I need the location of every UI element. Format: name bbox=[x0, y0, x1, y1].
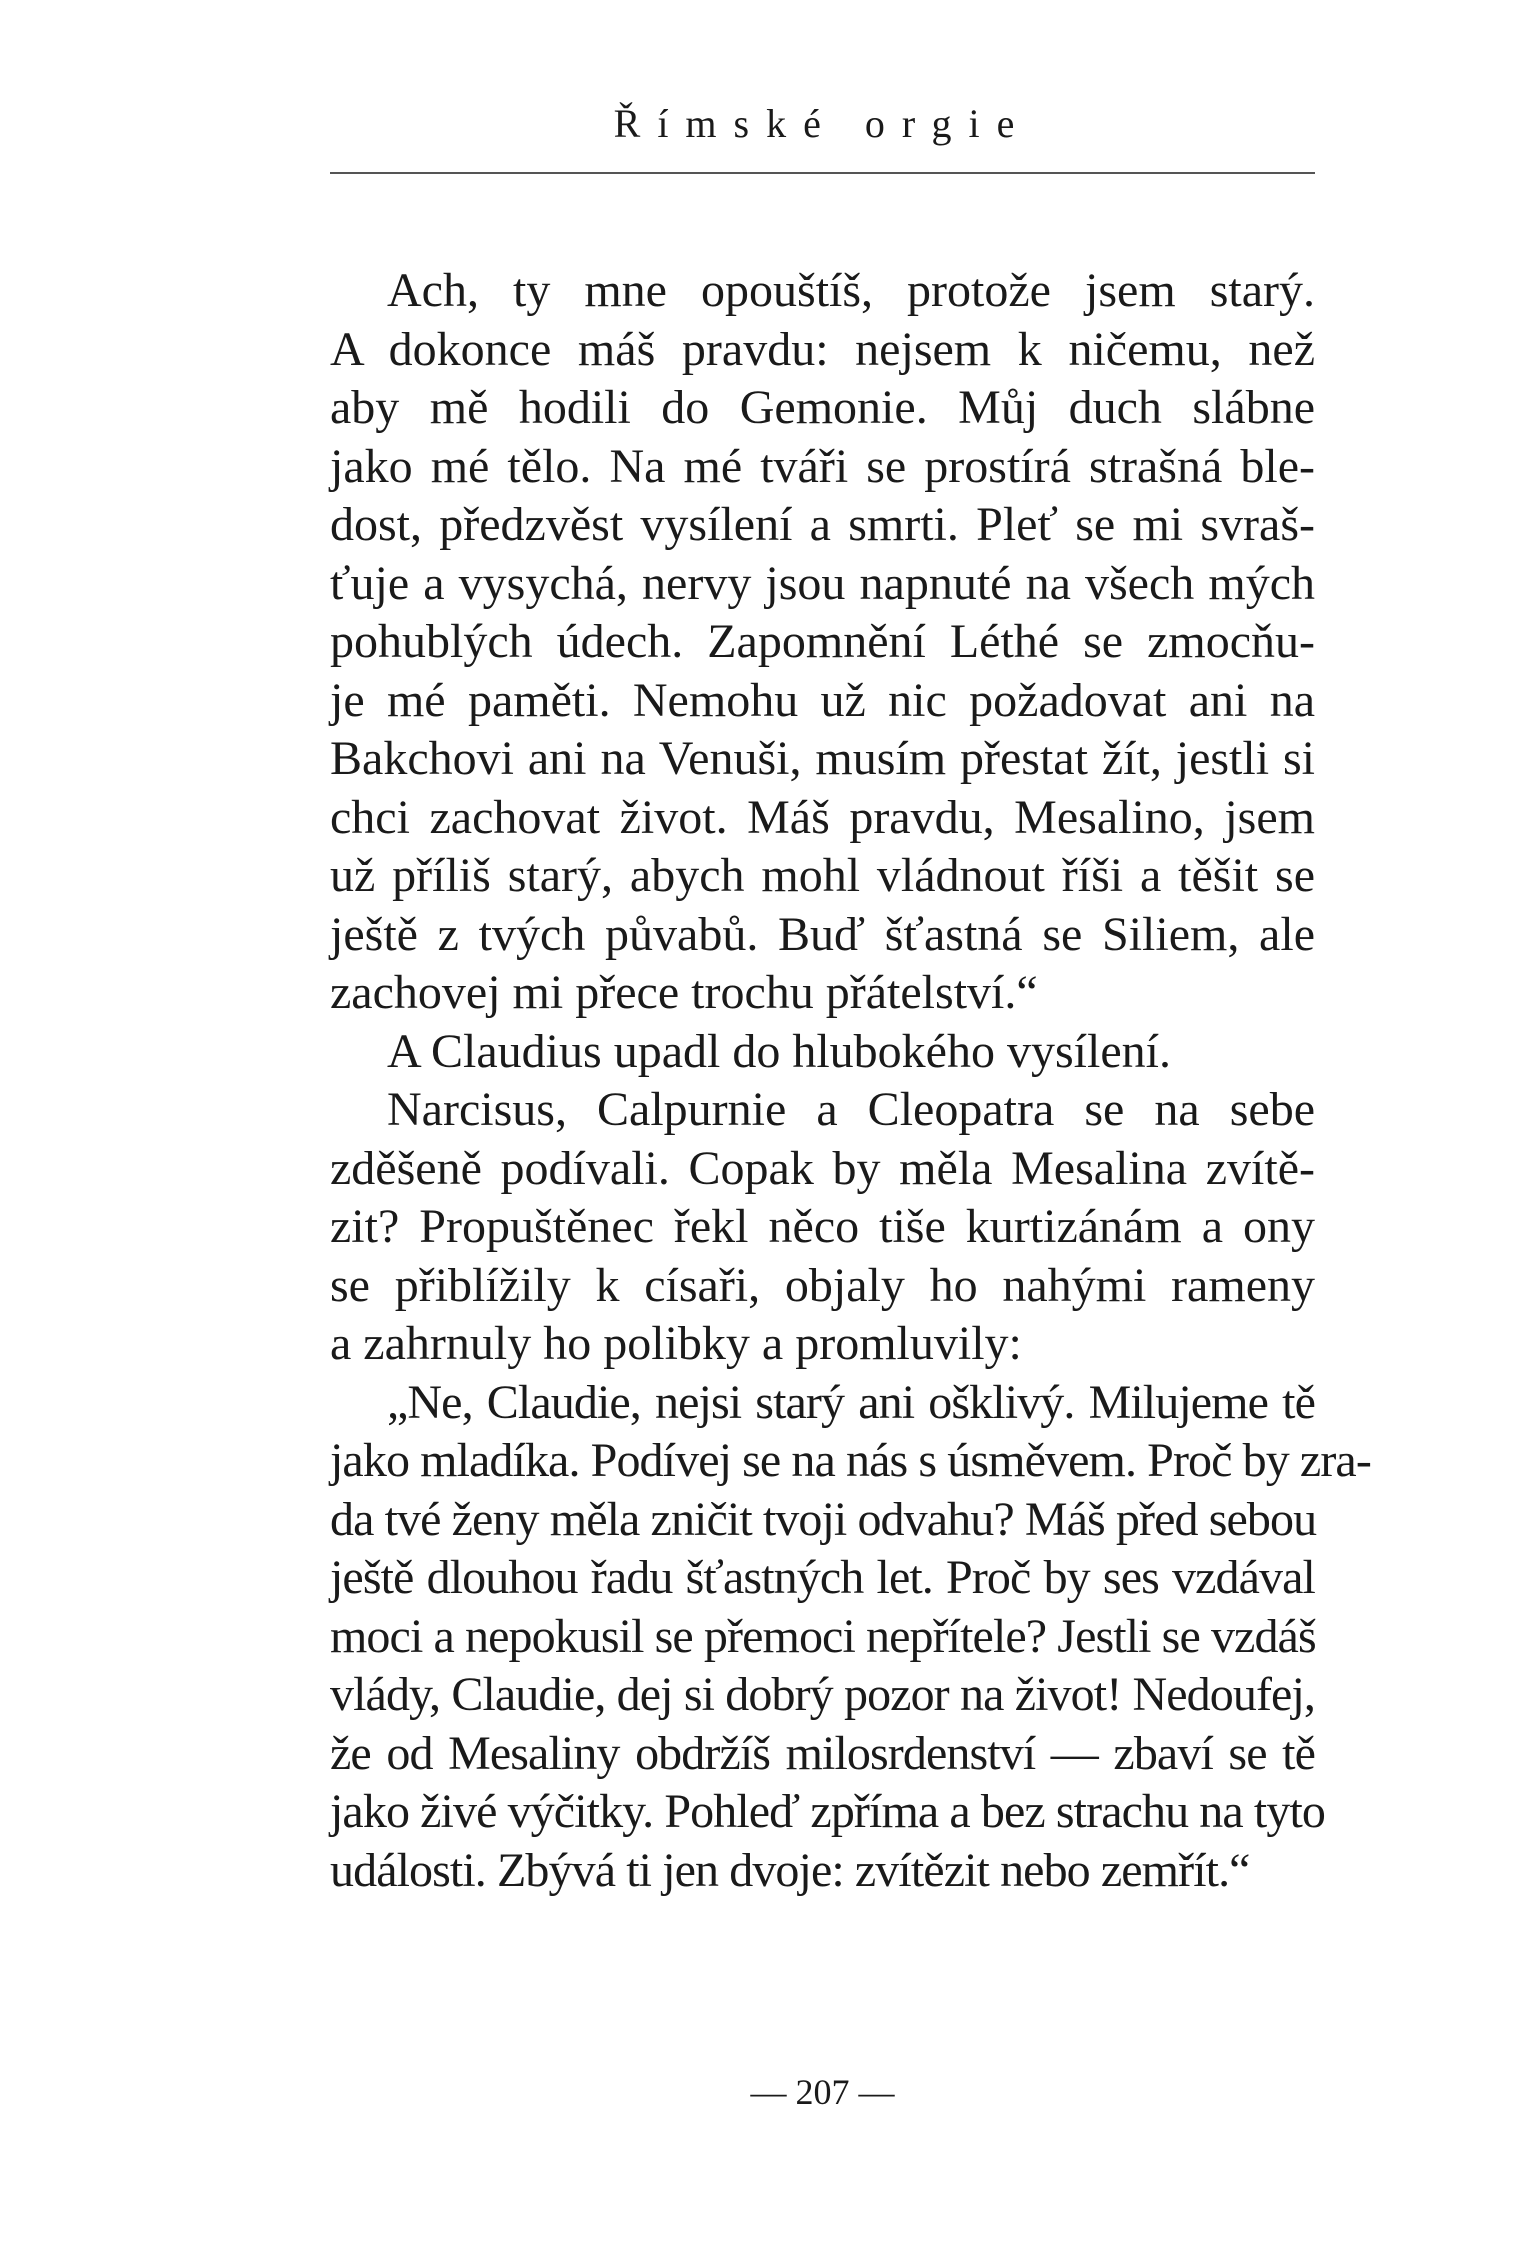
text-line: A Claudius upadl do hlubokého vysílení. bbox=[387, 1024, 1171, 1078]
text-line: „Ne, Claudie, nejsi starý ani ošklivý. Milujeme tě bbox=[387, 1375, 1315, 1429]
text-line: pohublých údech. Zapomnění Léthé se zmocňu- bbox=[330, 615, 1315, 668]
text-line: moci a nepokusil se přemoci nepřítele? Jestli se vzdáš bbox=[330, 1609, 1316, 1663]
text-line: dost, předzvěst vysílení a smrti. Pleť se mi svraš- bbox=[330, 498, 1315, 551]
text-line: že od Mesaliny obdržíš milosrdenství — zbaví se tě bbox=[330, 1726, 1315, 1780]
text-line: vlády, Claudie, dej si dobrý pozor na život! Nedoufej, bbox=[330, 1668, 1315, 1721]
running-title: Římské orgie bbox=[613, 101, 1032, 146]
text-line: zděšeně podívali. Copak by měla Mesalina zvítě- bbox=[330, 1141, 1315, 1195]
text-line: jako mladíka. Podívej se na nás s úsměvem. Proč by zra- bbox=[330, 1434, 1371, 1487]
text-line: zit? Propuštěnec řekl něco tiše kurtizánám a ony bbox=[330, 1200, 1315, 1253]
text-line: da tvé ženy měla zničit tvoji odvahu? Máš před sebou bbox=[330, 1492, 1317, 1546]
text-line: Bakchovi ani na Venuši, musím přestat žít, jestli si bbox=[330, 732, 1315, 785]
header-rule bbox=[330, 172, 1315, 174]
text-line: jako mé tělo. Na mé tváři se prostírá strašná ble- bbox=[330, 439, 1315, 493]
text-line: Ach, ty mne opouštíš, protože jsem starý. bbox=[387, 264, 1315, 317]
text-line: je mé paměti. Nemohu už nic požadovat ani na bbox=[330, 673, 1315, 727]
body-text bbox=[330, 262, 1371, 1900]
text-line: A dokonce máš pravdu: nejsem k ničemu, než bbox=[330, 322, 1315, 376]
text-line: chci zachovat život. Máš pravdu, Mesalino, jsem bbox=[330, 790, 1315, 844]
text-line: ještě z tvých půvabů. Buď šťastná se Siliem, ale bbox=[330, 907, 1315, 961]
page-number: — 207 — bbox=[750, 2072, 895, 2112]
text-line: zachovej mi přece trochu přátelství.“ bbox=[330, 966, 1038, 1019]
text-line: jako živé výčitky. Pohleď zpříma a bez strachu na tyto bbox=[330, 1785, 1325, 1838]
text-line: Narcisus, Calpurnie a Cleopatra se na sebe bbox=[387, 1083, 1315, 1136]
text-line: a zahrnuly ho polibky a promluvily: bbox=[330, 1317, 1022, 1370]
text-line: události. Zbývá ti jen dvoje: zvítězit nebo zemřít.“ bbox=[330, 1843, 1250, 1897]
text-line: už příliš starý, abych mohl vládnout říši a těšit se bbox=[330, 849, 1315, 902]
text-line: ťuje a vysychá, nervy jsou napnuté na všech mých bbox=[330, 556, 1315, 610]
text-line: ještě dlouhou řadu šťastných let. Proč by ses vzdával bbox=[330, 1551, 1315, 1604]
text-line: aby mě hodili do Gemonie. Můj duch slábne bbox=[330, 381, 1315, 434]
text-line: se přiblížily k císaři, objaly ho nahými rameny bbox=[330, 1258, 1315, 1312]
